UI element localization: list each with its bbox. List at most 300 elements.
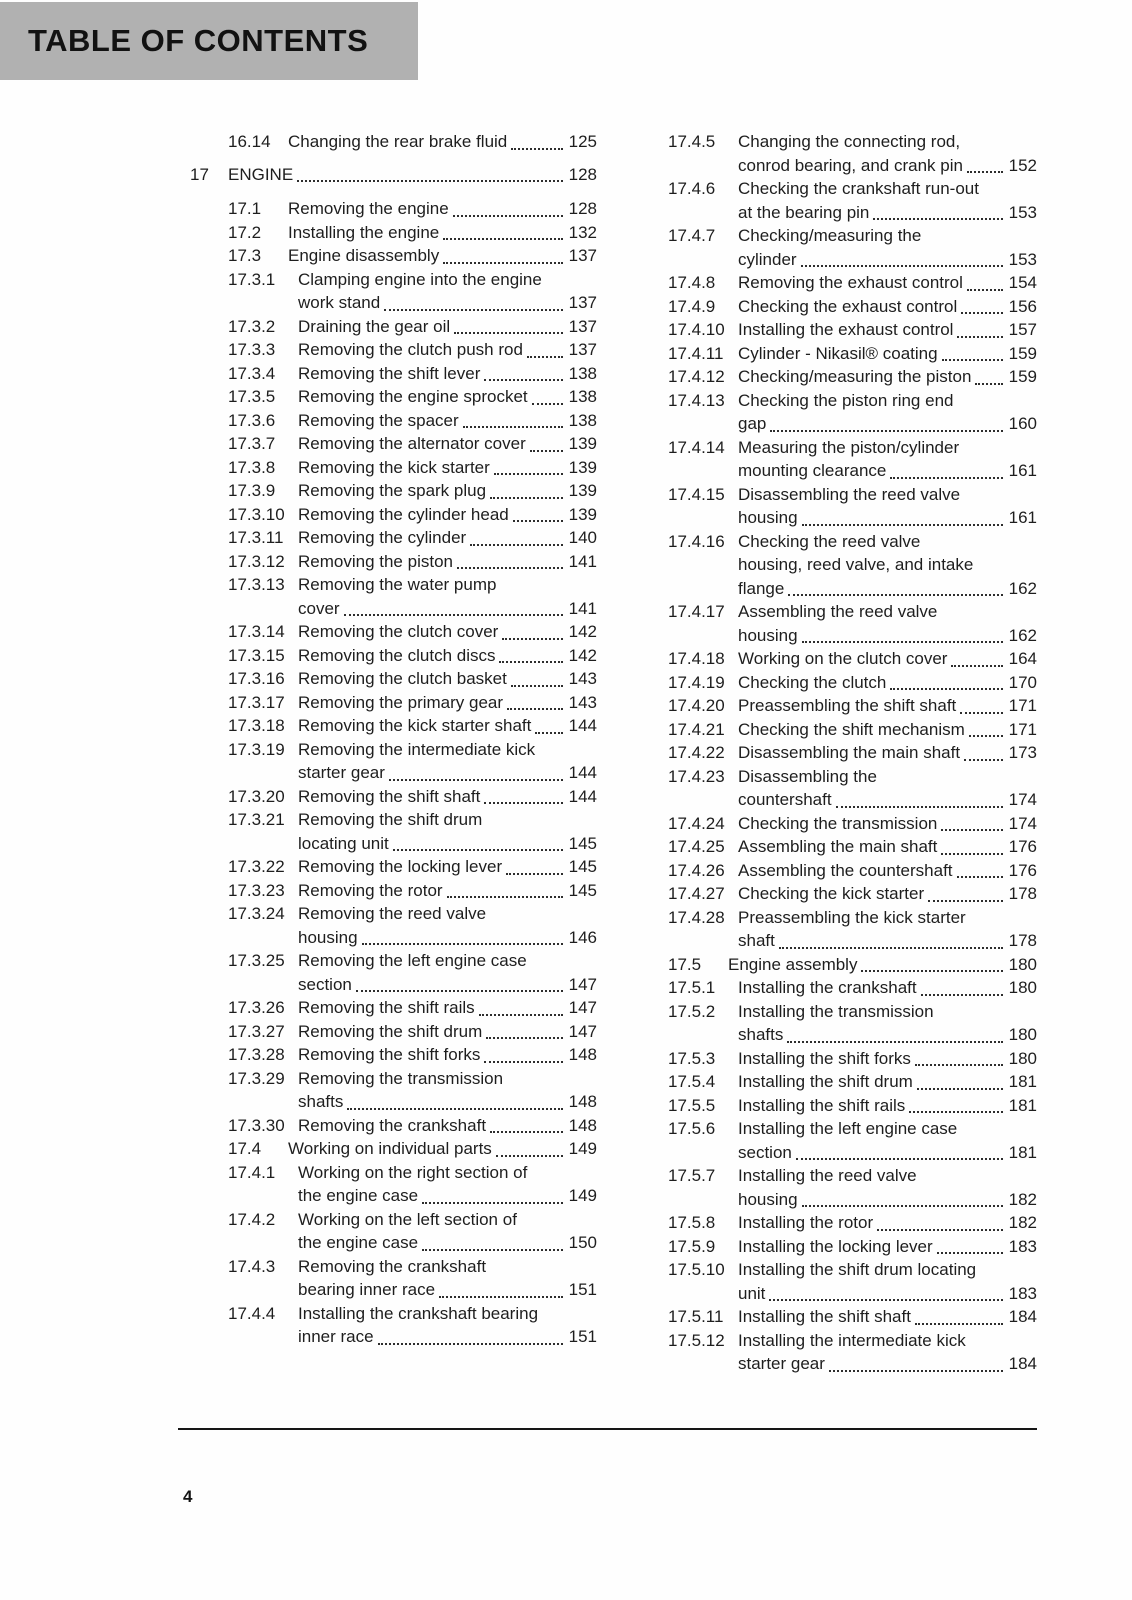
toc-entry-number: 17.4.12 [668,367,725,386]
dotted-leader [484,802,562,804]
toc-entry [630,1305,1037,1329]
toc-entry-line [738,365,1037,389]
toc-entry-body [738,835,1037,859]
toc-entry-body [298,573,597,620]
toc-entry-number: 17.4.25 [668,837,725,856]
toc-entry-title: Engine disassembly [288,246,440,265]
toc-entry-number: 17.3.27 [228,1021,285,1041]
dotted-leader [802,1205,1003,1207]
toc-entry-title: Removing the crankshaft [298,1115,487,1135]
toc-entry [190,362,597,386]
toc-entry-body [298,1302,597,1349]
toc-entry-body [298,1020,597,1044]
dotted-leader [941,829,1002,831]
toc-entry-line [738,271,1037,295]
dotted-leader [951,665,1002,667]
toc-entry [190,879,597,903]
toc-entry-line [738,154,1037,178]
dotted-leader [457,567,563,569]
dotted-leader [801,265,1003,267]
toc-page-number: 171 [1008,719,1037,739]
toc-entry-line [298,691,597,715]
dotted-leader [389,779,563,781]
toc-entry-line [298,1231,597,1255]
toc-entry-title: Removing the reed valve [298,904,487,923]
dotted-leader [769,1299,1002,1301]
dotted-leader [532,403,563,405]
toc-entry [190,456,597,480]
toc-entry-body [738,1047,1037,1071]
toc-entry-title: Checking the reed valve [738,531,921,551]
toc-entry-line [298,1208,597,1232]
toc-entry-line [738,412,1037,436]
toc-page-number: 176 [1008,837,1037,856]
toc-entry-number: 17.4.23 [668,766,725,786]
toc-entry-body [298,1043,597,1067]
toc-page-number: 180 [1008,1025,1037,1044]
toc-entry [630,342,1037,366]
toc-entry-title: Checking the crankshaft run-out [738,179,979,198]
toc-entry-title: Removing the engine [288,199,449,218]
dotted-leader [779,947,1003,949]
dotted-leader [770,430,1002,432]
toc-entry-line [738,1258,1037,1282]
toc-entry-number: 17.5.5 [668,1095,716,1115]
toc-entry-line [738,1329,1037,1353]
toc-page-number: 147 [568,1021,597,1041]
toc-entry-line [298,268,597,292]
toc-entry-number: 17.5.9 [668,1236,716,1256]
toc-entry-number: 17.1 [228,199,262,218]
toc-entry-number: 17.4.2 [228,1209,276,1229]
toc-entry-body [738,1094,1037,1118]
toc-page-number: 151 [568,1280,597,1299]
dotted-leader [378,1343,563,1345]
toc-entry-number: 17.3.9 [228,481,276,500]
toc-entry-body [738,976,1037,1000]
toc-entry-line [298,620,597,644]
dotted-leader [915,1323,1003,1325]
toc-page-number: 145 [568,857,597,876]
toc-entry-title: flange [738,578,785,598]
toc-page-number: 138 [568,387,597,406]
toc-entry [630,1117,1037,1164]
toc-entry-body [738,483,1037,530]
toc-entry-number: 17.5.7 [668,1166,716,1185]
toc-page-number: 154 [1008,273,1037,292]
toc-entry-number: 17.3.3 [228,340,276,359]
dotted-leader [511,685,563,687]
toc-entry-line [738,1023,1037,1047]
toc-entry-number: 17.4.24 [668,813,725,833]
toc-page-number: 156 [1008,296,1037,316]
toc-entry-line [298,667,597,691]
toc-entry-title: starter gear [298,763,385,782]
toc-entry-line [738,1235,1037,1259]
toc-entry-line [298,1278,597,1302]
toc-entry-body [728,953,1037,977]
toc-entry-title: Draining the gear oil [298,316,451,336]
toc-entry-body [738,1164,1037,1211]
toc-entry-body [298,785,597,809]
dotted-leader [890,688,1002,690]
toc-entry [630,224,1037,271]
toc-entry [630,600,1037,647]
toc-entry-title: Removing the clutch push rod [298,340,523,359]
toc-entry-line [738,248,1037,272]
toc-entry-line [298,1114,597,1138]
toc-entry [630,1000,1037,1047]
toc-entry-title: Changing the rear brake fluid [288,132,508,151]
toc-entry [190,130,597,154]
toc-entry [630,741,1037,765]
toc-entry-title: Disassembling the main shaft [738,743,961,762]
toc-entry-line [298,597,597,621]
toc-entry [190,197,597,221]
toc-page-number: 153 [1008,202,1037,222]
toc-page-number: 151 [568,1327,597,1346]
toc-page-number: 128 [568,164,597,184]
toc-entry-title: Removing the shift forks [298,1045,481,1064]
dotted-leader [484,1061,562,1063]
toc-entry-title: Working on individual parts [288,1139,492,1158]
toc-entry-title: Checking/measuring the piston [738,367,972,386]
toc-page-number: 132 [568,222,597,242]
toc-column-left [190,130,597,1376]
toc-entry-body [298,550,597,574]
toc-page-number: 184 [1008,1307,1037,1326]
dotted-leader [796,1158,1003,1160]
toc-entry-line [298,479,597,503]
dotted-leader [496,1155,563,1157]
toc-entry-number: 17.5.6 [668,1119,716,1138]
toc-entry-title: Working on the left section of [298,1209,517,1229]
toc-page-number: 145 [568,833,597,853]
toc-entry-title: Removing the cylinder head [298,504,509,524]
toc-page-number: 171 [1008,696,1037,715]
toc-entry-body [298,808,597,855]
toc-entry [630,647,1037,671]
toc-entry-line [738,1352,1037,1376]
toc-entry-title: Removing the kick starter shaft [298,716,532,735]
toc-page-number: 170 [1008,672,1037,692]
toc-entry-line [738,859,1037,883]
toc-entry [190,808,597,855]
toc-entry-title: Working on the right section of [298,1162,528,1182]
toc-entry-line [298,644,597,668]
toc-entry-title: Installing the shift drum [738,1072,913,1091]
toc-entry-body [298,691,597,715]
dotted-leader [917,1088,1003,1090]
toc-entry [190,432,597,456]
dotted-leader [494,473,563,475]
toc-entry-line [738,600,1037,624]
toc-page-number: 149 [568,1186,597,1205]
toc-page-number: 149 [568,1139,597,1158]
toc-entry-title: Installing the shift shaft [738,1307,911,1326]
toc-entry [630,882,1037,906]
toc-entry-line [738,577,1037,601]
toc-page-number: 142 [568,645,597,665]
toc-entry-number: 17.3.11 [228,528,284,547]
toc-entry-title: Removing the shift shaft [298,786,481,806]
toc-entry-body [298,362,597,386]
toc-entry-title: Removing the exhaust control [738,273,963,292]
toc-entry-title: Removing the left engine case [298,951,527,970]
toc-entry-title: Removing the rotor [298,880,443,900]
dotted-leader [443,262,562,264]
toc-entry-line [298,902,597,926]
toc-entry-body [298,949,597,996]
dotted-leader [453,215,563,217]
toc-page-number: 143 [568,692,597,712]
toc-entry-title: Installing the engine [288,222,440,242]
toc-entry-number: 17.4.8 [668,273,716,292]
toc-page-number: 164 [1008,649,1037,668]
toc-entry-line [298,526,597,550]
toc-entry-number: 17.5.1 [668,978,716,997]
toc-entry-title: Removing the transmission [298,1068,504,1088]
toc-entry-line [298,503,597,527]
toc-entry-body [738,342,1037,366]
toc-entry-body [738,906,1037,953]
toc-page-number: 125 [568,132,597,151]
toc-entry-body [738,224,1037,271]
toc-entry-title: Installing the crankshaft [738,978,917,997]
toc-entry-number: 17.3.14 [228,622,285,641]
toc-entry [630,295,1037,319]
toc-page-number: 137 [568,340,597,359]
toc-entry-number: 17.4.18 [668,649,725,668]
toc-entry-line [298,973,597,997]
toc-entry-line [298,362,597,386]
toc-entry-number: 17.3.28 [228,1045,285,1064]
toc-entry-title: Removing the alternator cover [298,434,526,453]
toc-page-number: 181 [1008,1142,1037,1162]
page-header [0,2,418,80]
dotted-leader [422,1202,563,1204]
footer-page-number: 4 [183,1487,193,1506]
toc-entry [630,483,1037,530]
toc-entry-line [738,318,1037,342]
toc-entry-title: Removing the crankshaft [298,1256,487,1276]
toc-entry-body [738,647,1037,671]
toc-entry-line [298,1020,597,1044]
toc-entry-line [738,459,1037,483]
toc-entry-number: 17.3.8 [228,457,276,477]
dotted-leader [511,148,562,150]
toc-entry-line [298,855,597,879]
toc-entry [190,949,597,996]
toc-entry [190,1020,597,1044]
toc-entry-title: Assembling the main shaft [738,837,938,856]
toc-page-number: 182 [1008,1213,1037,1232]
toc-entry-title: Assembling the reed valve [738,602,938,621]
dotted-leader [499,661,562,663]
toc-entry-line [298,1161,597,1185]
toc-entry-line [738,177,1037,201]
toc-entry-number: 17.3.29 [228,1068,285,1088]
dotted-leader [479,1014,563,1016]
toc-entry-line [298,1302,597,1326]
toc-entry-line [738,812,1037,836]
toc-entry [630,976,1037,1000]
toc-page-number: 140 [568,528,597,547]
toc-entry-title: at the bearing pin [738,202,870,222]
toc-entry-number: 17.4.13 [668,390,725,410]
toc-entry-line [738,506,1037,530]
toc-entry-title: cylinder [738,249,797,269]
toc-entry-number: 17.5.8 [668,1213,716,1232]
footer-divider [178,1428,1037,1430]
toc-entry-number: 17.4.9 [668,296,716,316]
toc-entry-body [298,714,597,738]
dotted-leader [362,943,563,945]
toc-entry-number: 17.3.25 [228,951,285,970]
toc-page-number: 183 [1008,1236,1037,1256]
toc-entry-number: 17.3.26 [228,998,285,1017]
toc-page-number: 162 [1008,625,1037,645]
toc-entry-title: Removing the clutch cover [298,622,499,641]
toc-entry-title: Installing the crankshaft bearing [298,1303,539,1323]
toc-entry-title: Installing the left engine case [738,1119,958,1138]
toc-column-right [630,130,1037,1376]
toc-entry-line [298,949,597,973]
toc-entry-body [298,1114,597,1138]
dotted-leader [502,638,562,640]
toc-entry-number: 17.5.10 [668,1260,725,1279]
toc-entry [190,573,597,620]
dotted-leader [393,849,563,851]
toc-entry [190,1043,597,1067]
toc-entry-body [298,268,597,315]
toc-page-number: 173 [1008,743,1037,762]
toc-entry-line [298,808,597,832]
toc-entry-number: 17.3.2 [228,316,276,336]
toc-entry-body [298,738,597,785]
toc-entry [190,315,597,339]
toc-entry-line [738,295,1037,319]
dotted-leader [297,180,562,182]
toc-entry-body [298,409,597,433]
toc-entry-line [298,1090,597,1114]
toc-entry-body [738,177,1037,224]
dotted-leader [513,520,563,522]
toc-entry [190,385,597,409]
toc-entry-line [298,1067,597,1091]
dotted-leader [384,309,562,311]
dotted-leader [787,1041,1002,1043]
toc-entry-line [298,785,597,809]
toc-entry-line [738,624,1037,648]
toc-entry-title: inner race [298,1327,374,1346]
toc-entry-body [738,882,1037,906]
toc-entry-number: 17.4.26 [668,860,725,880]
toc-entry-number: 17.3.23 [228,880,285,900]
toc-page-number: 145 [568,880,597,900]
toc-entry [190,244,597,268]
toc-page-number: 153 [1008,249,1037,269]
dotted-leader [941,853,1002,855]
toc-entry [630,812,1037,836]
toc-entry-line [738,671,1037,695]
toc-entry-body [288,130,597,154]
toc-entry-title: Removing the piston [298,551,453,571]
toc-entry-line [298,1043,597,1067]
toc-entry-title: the engine case [298,1233,419,1252]
dotted-leader [344,614,563,616]
toc-entry-body [738,130,1037,177]
toc-entry [190,691,597,715]
toc-entry-title: Installing the transmission [738,1001,934,1021]
toc-entry-title: Checking the kick starter [738,884,925,903]
toc-entry-line [738,835,1037,859]
toc-entry [630,859,1037,883]
toc-entry-title: Disassembling the reed valve [738,484,961,504]
toc-entry [630,1235,1037,1259]
toc-entry-body [738,1235,1037,1259]
toc-entry-body [738,1305,1037,1329]
toc-entry-body [738,694,1037,718]
toc-entry-title: Installing the shift forks [738,1048,911,1068]
dotted-leader [802,524,1003,526]
toc-entry-title: bearing inner race [298,1280,436,1299]
toc-entry-line [298,832,597,856]
toc-entry [190,503,597,527]
toc-entry-line [298,385,597,409]
toc-entry-line [738,929,1037,953]
toc-entry-line [298,926,597,950]
toc-entry-number: 17.5 [668,954,702,974]
toc-entry [190,714,597,738]
toc-entry [630,436,1037,483]
toc-entry-line [738,1094,1037,1118]
toc-entry-line [738,1188,1037,1212]
toc-entry-body [298,385,597,409]
toc-entry-title: Measuring the piston/cylinder [738,437,960,457]
toc-entry-body [738,1117,1037,1164]
toc-page-number: 137 [568,316,597,336]
toc-entry-number: 17.3.1 [228,269,276,289]
toc-entry-number: 17.3.6 [228,410,276,430]
toc-entry-title: section [738,1142,792,1162]
toc-page-number: 150 [568,1233,597,1252]
toc-entry-line [738,1211,1037,1235]
toc-entry [630,130,1037,177]
toc-entry-title: Installing the reed valve [738,1166,917,1185]
toc-page-number: 139 [568,504,597,524]
toc-entry-number: 17.3.5 [228,387,276,406]
toc-page-number: 161 [1008,461,1037,480]
toc-page-number: 159 [1008,367,1037,386]
toc-page-number: 144 [568,716,597,735]
toc-entry-body [738,1000,1037,1047]
toc-entry-number: 17.3.12 [228,551,285,571]
toc-entry-number: 17.4 [228,1139,262,1158]
toc-entry-line [738,530,1037,554]
toc-entry-line [288,221,597,245]
toc-entry-body [738,859,1037,883]
toc-entry [630,271,1037,295]
dotted-leader [530,450,563,452]
toc-entry-title: the engine case [298,1186,419,1205]
toc-entry-line [298,761,597,785]
toc-entry [630,718,1037,742]
toc-entry-number: 17 [190,164,209,184]
toc-entry-number: 17.3.19 [228,739,285,759]
toc-entry-title: Installing the shift rails [738,1095,906,1115]
toc-entry-line [738,1070,1037,1094]
